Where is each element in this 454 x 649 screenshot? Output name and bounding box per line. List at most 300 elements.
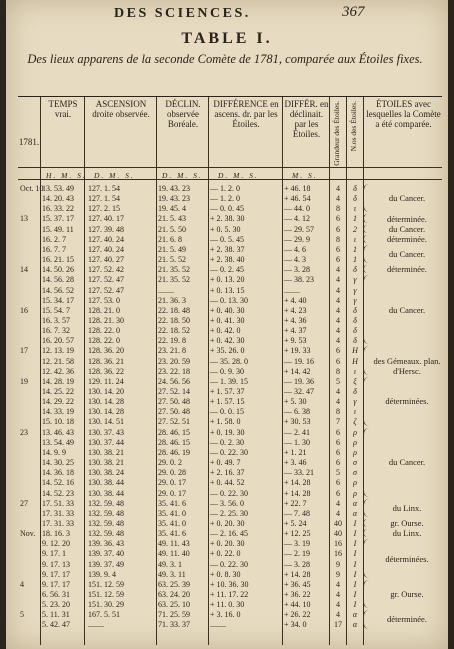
star-symbol-cell: γ [353,275,357,285]
ra-cell: 128. 36. 21 [88,356,124,366]
group-brace [363,539,369,578]
date-cell: 27 [20,498,28,508]
diff-dec-cell: + 9. 53 [284,336,307,346]
magnitude-cell: 4 [336,295,340,305]
time-cell: 14. 25. 22 [42,387,74,396]
star-symbol-cell: δ [353,265,357,275]
ra-cell: 127. 40. 24 [88,234,124,244]
diff-dec-cell: + 30. 53 [284,417,311,427]
diff-ra-cell: — 1. 2. 0 [210,194,240,204]
diff-dec-cell: — 6. 38 [284,407,310,417]
diff-dec-cell: — 4. 12 [284,214,310,224]
star-symbol-cell: 1 [353,214,357,224]
diff-ra-cell: + 2. 16. 37 [210,468,245,478]
diff-ra-cell: ........ [210,620,226,630]
ra-cell: ........ [88,620,104,630]
diff-dec-cell: — 32. 47 [284,387,314,396]
ra-cell: 132. 59. 48 [88,508,124,518]
diff-dec-cell: — 7. 48 [284,508,310,518]
time-cell: 12. 42. 36 [42,366,74,376]
dec-cell: 19. 45. 4 [158,204,186,214]
diff-dec-cell: — 19. 36 [284,376,314,386]
star-symbol-cell: ρ [353,437,357,447]
star-symbol-cell: α [352,508,358,518]
header-star-magnitude: Grandeur des Étoiles. [332,101,341,166]
units-ra: D. M. S. [94,171,135,180]
ra-cell: 127. 40. 24 [88,244,124,254]
diff-dec-cell: — 2. 41 [284,427,310,437]
ra-cell: 129. 11. 24 [88,376,124,386]
diff-ra-cell: + 11. 17. 22 [210,590,249,599]
diff-ra-cell: + 11. 0. 30 [210,600,245,610]
comparison-star-label: du Linx. [392,502,422,513]
ra-cell: 128. 21. 30 [88,315,124,325]
diff-dec-cell: — 3. 28 [284,559,310,569]
comparison-star-label: déterminée. [387,213,427,224]
star-symbol-cell: δ [353,326,357,336]
diff-dec-cell: + 4. 36 [284,315,307,325]
diff-ra-cell: — 0. 13. 30 [210,295,248,305]
time-cell: 9. 12. 20 [42,539,70,549]
running-head [6,6,448,22]
time-cell: 13. 53. 49 [42,184,74,193]
star-symbol-cell: ι [353,234,357,244]
magnitude-cell: 4 [336,315,340,325]
magnitude-cell: 40 [334,518,342,528]
time-cell: 14. 9. 9 [42,447,66,457]
diff-ra-cell: + 2. 38. 30 [210,214,245,224]
group-brace [363,235,369,243]
time-cell: 17. 31. 33 [42,518,74,528]
star-symbol-cell: σ [353,458,357,468]
time-cell: 15. 54. 7 [42,305,70,315]
diff-ra-cell: + 0. 19. 30 [210,427,245,437]
time-cell: 13. 46. 43 [42,427,74,437]
magnitude-cell: 17 [334,620,342,630]
dec-cell: 27. 50. 48 [158,407,190,417]
group-brace [363,265,369,273]
date-cell: 17 [20,346,28,356]
star-symbol-cell: Ι [353,579,357,589]
dec-cell: 19. 43. 23 [158,184,190,193]
comparison-star-label: déterminée. [387,614,427,625]
time-cell: 5. 11. 31 [42,610,70,620]
time-cell: 5. 23. 20 [42,600,70,610]
magnitude-cell: 6 [336,447,340,457]
group-brace [363,184,369,212]
diff-ra-cell: + 2. 38. 40 [210,255,245,265]
ra-cell: 130. 37. 44 [88,437,124,447]
magnitude-cell: 6 [336,214,340,224]
magnitude-cell: 16 [334,549,342,559]
group-brace [363,245,369,263]
diff-dec-cell: + 26. 22 [284,610,311,620]
group-brace [363,428,369,497]
dec-cell: 29. 0. 17 [158,488,186,498]
star-symbol-cell: H [352,356,358,366]
dec-cell: 71. 33. 37 [158,620,190,630]
magnitude-cell: 4 [336,387,340,396]
dec-cell: 28. 46. 15 [158,437,190,447]
group-brace [363,225,369,233]
magnitude-cell: 4 [336,194,340,204]
diff-dec-cell: + 46. 54 [284,194,311,204]
table-title: TABLE I. [181,30,273,47]
diff-dec-cell: — 4. 6 [284,244,306,254]
time-cell: 14. 20. 43 [42,194,74,204]
diff-ra-cell: — 0. 2. 30 [210,437,244,447]
dec-cell: 35. 41. 0 [158,518,186,528]
ra-cell: 130. 38. 44 [88,478,124,488]
ra-cell: 127. 52. 47 [88,275,124,285]
star-symbol-cell: ι [353,204,357,214]
diff-ra-cell: + 0. 42. 0 [210,326,241,336]
magnitude-cell: 4 [336,326,340,336]
magnitude-cell: 16 [334,539,342,549]
magnitude-cell: 8 [336,366,340,376]
star-symbol-cell: δ [353,336,357,346]
ra-cell: 132. 59. 48 [88,529,124,539]
diff-ra-cell: + 0. 20. 30 [210,518,245,528]
diff-dec-cell: ........ [284,285,300,295]
magnitude-cell: 4 [336,184,340,193]
diff-ra-cell: + 0. 13. 15 [210,285,245,295]
diff-dec-cell: — 19. 16 [284,356,314,366]
group-brace [363,610,369,628]
diff-ra-cell: — 2. 25. 30 [210,508,248,518]
units-dec: D. M. S. [162,171,203,180]
date-cell: 13 [20,214,28,224]
comparison-star-label: gr. Ourse. [390,589,424,600]
group-brace [363,275,369,344]
ra-cell: 151. 12. 59 [88,590,124,599]
ra-cell: 139. 9. 4 [88,569,116,579]
diff-dec-cell: — 29. 57 [284,224,314,234]
time-cell: 15. 37. 17 [42,214,74,224]
time-cell: 14. 28. 19 [42,376,74,386]
diff-dec-cell: + 19. 33 [284,346,311,356]
ra-cell: 128. 36. 22 [88,366,124,376]
dec-cell: 49. 3. 1 [158,559,182,569]
diff-ra-cell: + 1. 58. 0 [210,417,241,427]
star-symbol-cell: ρ [353,447,357,457]
time-cell: 9. 17. 13 [42,559,70,569]
dec-cell: 21. 5. 43 [158,214,186,224]
time-cell: 16. 3. 57 [42,315,70,325]
date-cell: Oct. 10 [20,184,44,193]
dec-cell: 21. 5. 49 [158,244,186,254]
time-cell: 6. 56. 31 [42,590,70,599]
comparison-star-label: du Linx. [392,528,422,539]
ra-cell: 132. 59. 48 [88,498,124,508]
star-symbol-cell: Ι [353,569,357,579]
magnitude-cell: 40 [334,529,342,539]
magnitude-cell: 4 [336,397,340,407]
ra-cell: 151. 12. 59 [88,579,124,589]
magnitude-cell: 6 [336,346,340,356]
dec-cell: 22. 18. 50 [158,315,190,325]
time-cell: 17. 51. 33 [42,498,74,508]
star-symbol-cell: Ι [353,539,357,549]
diff-dec-cell: + 4. 23 [284,305,307,315]
comparison-star-label: déterminées. [385,396,429,407]
comparison-star-label: du Cancer. [388,193,426,204]
diff-ra-cell: + 2. 38. 37 [210,244,245,254]
dec-cell: 28. 46. 15 [158,427,190,437]
diff-dec-cell: — 2. 19 [284,549,310,559]
ra-cell: 128. 22. 0 [88,336,120,346]
date-cell: 16 [20,305,28,315]
dec-cell: 21. 5. 52 [158,255,186,265]
ra-cell: 130. 14. 20 [88,387,124,396]
dec-cell: 23. 20. 59 [158,356,190,366]
ra-cell: 139. 37. 49 [88,559,124,569]
time-cell: 15. 34. 17 [42,295,74,305]
diff-ra-cell: + 0. 8. 30 [210,569,241,579]
diff-ra-cell: + 10. 36. 30 [210,579,249,589]
dec-cell: 63. 25. 39 [158,579,190,589]
ra-cell: 127. 40. 27 [88,255,124,265]
dec-cell: 71. 25. 59 [158,610,190,620]
ra-cell: 130. 38. 44 [88,488,124,498]
comparison-star-label: du Cancer. [388,457,426,468]
diff-dec-cell: + 5. 30 [284,397,307,407]
diff-dec-cell: + 3. 46 [284,458,307,468]
time-cell: 14. 52. 16 [42,478,74,488]
star-symbol-cell: δ [353,387,357,396]
star-symbol-cell: 2 [353,224,357,234]
diff-dec-cell: + 36. 22 [284,590,311,599]
diff-ra-cell: — 2. 16. 45 [210,529,248,539]
date-cell: 14 [20,265,28,275]
time-cell: 14. 50. 26 [42,265,74,275]
dec-cell: 22. 18. 52 [158,326,190,336]
time-cell: 9. 17. 17 [42,569,70,579]
time-cell: 14. 29. 22 [42,397,74,407]
diff-ra-cell: — 1. 2. 0 [210,184,240,193]
dec-cell: 49. 11. 43 [158,539,190,549]
units-diff-dec: M. S. [292,171,318,180]
diff-ra-cell: — 0. 22. 30 [210,447,248,457]
group-brace [363,346,369,374]
dec-cell: 29. 0. 17 [158,478,186,488]
dec-cell: 21. 6. 8 [158,234,182,244]
diff-ra-cell: + 0. 42. 30 [210,336,245,346]
group-brace [363,214,369,222]
magnitude-cell: 6 [336,488,340,498]
dec-cell: 29. 0. 2 [158,458,182,468]
time-cell: 16. 21. 15 [42,255,74,265]
header-right-ascension: ASCENSION droite observée. [92,99,150,119]
diff-dec-cell: — 33. 21 [284,468,314,478]
diff-ra-cell: + 0. 40. 30 [210,305,245,315]
time-cell: 5. 42. 47 [42,620,70,630]
diff-ra-cell: + 0. 49. 7 [210,458,241,468]
dec-cell: 29. 0. 28 [158,468,186,478]
diff-dec-cell: — 29. 9 [284,234,310,244]
magnitude-cell: 4 [336,285,340,295]
header-declination: DÉCLIN. observée Boréale. [165,99,201,129]
magnitude-cell: 6 [336,437,340,447]
diff-dec-cell: — 1. 30 [284,437,310,447]
group-brace [363,519,369,527]
dec-cell: 23. 22. 18 [158,366,190,376]
header-diff-declination: DIFFÉR. en déclinait. par les Étoiles. [284,99,329,139]
dec-cell: 63. 24. 20 [158,590,190,599]
dec-cell: 21. 5. 50 [158,224,186,234]
magnitude-cell: 6 [336,255,340,265]
diff-ra-cell: + 0. 22. 0 [210,549,241,559]
magnitude-cell: 6 [336,427,340,437]
magnitude-cell: 6 [336,356,340,366]
date-cell: 23 [20,427,28,437]
ra-cell: 130. 14. 28 [88,407,124,417]
date-cell: 4 [20,579,24,589]
date-cell: 19 [20,376,28,386]
magnitude-cell: 4 [336,305,340,315]
ra-cell: 127. 2. 15 [88,204,120,214]
diff-dec-cell: + 14. 28 [284,488,311,498]
diff-dec-cell: + 4. 40 [284,295,307,305]
header-time: TEMPS vrai. [48,99,78,119]
star-symbol-cell: 1 [353,255,357,265]
magnitude-cell: 4 [336,498,340,508]
star-symbol-cell: ζ [353,417,357,427]
dec-cell: 24. 56. 56 [158,376,190,386]
dec-cell: 63. 25. 10 [158,600,190,610]
diff-dec-cell: — 3. 19 [284,539,310,549]
time-cell: 12. 13. 19 [42,346,74,356]
running-head-title: DES SCIENCES. [114,6,251,21]
diff-dec-cell: + 14. 28 [284,569,311,579]
comet-observation-table [18,96,442,645]
diff-dec-cell: + 46. 18 [284,184,311,193]
dec-cell: 49. 11. 40 [158,549,190,559]
time-cell: 9. 17. 17 [42,579,70,589]
ra-cell: 130. 14. 51 [88,417,124,427]
star-symbol-cell: ι [353,407,357,417]
ra-cell: 132. 59. 48 [88,518,124,528]
star-symbol-cell: Ι [353,529,357,539]
diff-ra-cell: + 0. 44. 52 [210,478,245,488]
ra-cell: 130. 38. 21 [88,458,124,468]
time-cell: 13. 54. 49 [42,437,74,447]
magnitude-cell: 4 [336,579,340,589]
ra-cell: 167. 5. 51 [88,610,120,620]
diff-dec-cell: + 44. 10 [284,600,311,610]
time-cell: 14. 56. 28 [42,275,74,285]
diff-ra-cell: — 0. 0. 15 [210,407,244,417]
ra-cell: 127. 53. 0 [88,295,120,305]
header-comparison-stars: ÉTOILES avec lesquelles la Comète a été comparée. [366,99,441,129]
ra-cell: 127. 39. 48 [88,224,124,234]
diff-ra-cell: — 0. 22. 30 [210,559,248,569]
time-cell: 16. 7. 32 [42,326,70,336]
group-brace [363,377,369,426]
diff-ra-cell: + 3. 16. 0 [210,610,241,620]
dec-cell: 35. 41. 6 [158,498,186,508]
star-symbol-cell: ρ [353,488,357,498]
star-symbol-cell: Ι [353,518,357,528]
ra-cell: 130. 38. 24 [88,468,124,478]
magnitude-cell: 4 [336,610,340,620]
time-cell: 16. 7. 7 [42,244,66,254]
magnitude-cell: 5 [336,468,340,478]
magnitude-cell: 7 [336,417,340,427]
diff-ra-cell: — 0. 9. 30 [210,366,244,376]
diff-ra-cell: — 3. 56. 0 [210,498,244,508]
star-symbol-cell: Ι [353,600,357,610]
dec-cell: 21. 36. 3 [158,295,186,305]
diff-ra-cell: + 1. 57. 15 [210,397,245,407]
diff-dec-cell: — 44. 0 [284,204,310,214]
header-diff-ascension: DIFFÉRENCE en ascens. dr. par les Étoiles. [213,99,279,129]
comparison-star-label: des Gémeaux. plan. d'Hersc. [373,355,441,376]
comparison-star-label: gr. Ourse. [390,518,424,529]
star-symbol-cell: Ι [353,549,357,559]
diff-dec-cell: + 22. 7 [284,498,307,508]
star-symbol-cell: δ [353,315,357,325]
star-symbol-cell: ι [353,366,357,376]
time-cell: 18. 16. 3 [42,529,70,539]
dec-cell: 35. 41. 6 [158,529,186,539]
diff-dec-cell: + 1. 21 [284,447,307,457]
dec-cell: ........ [158,285,174,295]
dec-cell: 23. 21. 8 [158,346,186,356]
units-diff-ra: D. M. S. [218,171,259,180]
diff-ra-cell: — 0. 22. 30 [210,488,248,498]
magnitude-cell: 8 [336,234,340,244]
star-symbol-cell: δ [353,305,357,315]
group-brace [363,529,369,537]
ra-cell: 139. 37. 40 [88,549,124,559]
magnitude-cell: 4 [336,590,340,599]
comparison-star-label: du Cancer. [388,223,426,234]
table-caption: Des lieux apparens de la seconde Comète de 1781, comparée aux Étoiles fixes. [27,52,423,66]
time-cell: 15. 10. 18 [42,417,74,427]
diff-ra-cell: + 0. 41. 30 [210,315,245,325]
star-symbol-cell: α [352,620,358,630]
magnitude-cell: 8 [336,204,340,214]
magnitude-cell: 8 [336,407,340,417]
diff-ra-cell: — 35. 28. 0 [210,356,248,366]
ra-cell: 139. 36. 43 [88,539,124,549]
dec-cell: 27. 50. 48 [158,397,190,407]
magnitude-cell: 4 [336,336,340,346]
ra-cell: 130. 14. 28 [88,397,124,407]
ra-cell: 130. 38. 21 [88,447,124,457]
magnitude-cell: 6 [336,478,340,488]
star-symbol-cell: δ [353,184,357,193]
magnitude-cell: 4 [336,508,340,518]
diff-dec-cell: + 4. 37 [284,326,307,336]
dec-cell: 49. 3. 11 [158,569,186,579]
time-cell: 14. 56. 52 [42,285,74,295]
diff-dec-cell: + 5. 24 [284,518,307,528]
star-symbol-cell: ρ [353,478,357,488]
ra-cell: 151. 30. 29 [88,600,124,610]
ra-cell: 130. 37. 43 [88,427,124,437]
dec-cell: 19. 43. 23 [158,194,190,204]
diff-dec-cell: — 4. 3 [284,255,306,265]
ra-cell: 127. 52. 47 [88,285,124,295]
star-symbol-cell: H [352,346,358,356]
diff-dec-cell: + 14. 42 [284,366,311,376]
diff-dec-cell: — 3. 28 [284,265,310,275]
diff-ra-cell: — 0. 2. 45 [210,265,244,275]
magnitude-cell: 6 [336,244,340,254]
time-cell: 9. 17. 1 [42,549,66,559]
